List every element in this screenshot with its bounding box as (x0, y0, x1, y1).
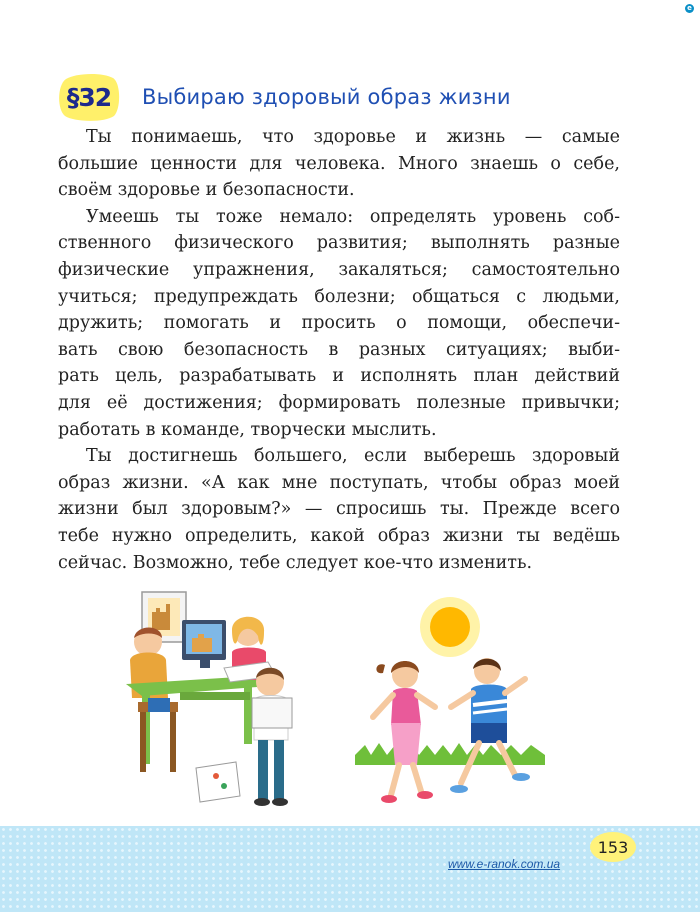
text-line: физические упражнения, закаляться; самостоятельно (58, 259, 620, 280)
text-line: большие ценности для человека. Много знаешь о себе, (58, 153, 620, 174)
text-line: сейчас. Возможно, тебе следует кое-что изменить. (58, 552, 533, 573)
publisher-logo-icon: e (685, 4, 694, 13)
publisher-logo (685, 4, 694, 13)
paragraph-2 (58, 204, 620, 443)
body-text (58, 124, 620, 576)
text-line: тебе нужно определить, какой образ жизни ты ведёшь (58, 525, 620, 546)
text-line: для её достижения; формировать полезные привычки; (58, 392, 620, 413)
text-line: рать цель, разрабатывать и исполнять план действий (58, 366, 620, 387)
text-line: своём здоровье и безопасности. (58, 180, 355, 201)
text-line: вать свою безопасность в разных ситуациях; выби- (58, 339, 620, 360)
text-line: Ты понимаешь, что здоровье и жизнь — самые (86, 127, 620, 147)
children-at-computer-illustration (120, 590, 330, 820)
paragraph-3 (58, 443, 620, 576)
text-line: жизни был здоровым?» — спросишь ты. Прежде всего (58, 499, 620, 520)
children-running-illustration (355, 595, 545, 820)
text-line: учиться; предупреждать болезни; общаться с людьми, (58, 286, 620, 307)
page-number: 153 (590, 832, 636, 862)
text-line: работать в команде, творчески мыслить. (58, 419, 437, 440)
publisher-website-link[interactable]: www.e-ranok.com.ua (448, 857, 561, 871)
text-line: Умеешь ты тоже немало: определять уровень соб- (86, 206, 620, 227)
text-line: Ты достигнешь большего, если выберешь здоровый (86, 446, 620, 467)
text-line: дружить; помогать и просить о помощи, обеспечи- (58, 313, 620, 334)
section-title: Выбираю здоровый образ жизни (142, 84, 511, 109)
section-number: §32 (66, 82, 112, 112)
paragraph-1 (58, 124, 620, 204)
text-line: образ жизни. «А как мне поступать, чтобы образ моей (58, 472, 620, 493)
section-heading (58, 72, 511, 122)
text-line: ственного физического развития; выполнять разные (58, 233, 620, 254)
section-badge (58, 73, 120, 121)
